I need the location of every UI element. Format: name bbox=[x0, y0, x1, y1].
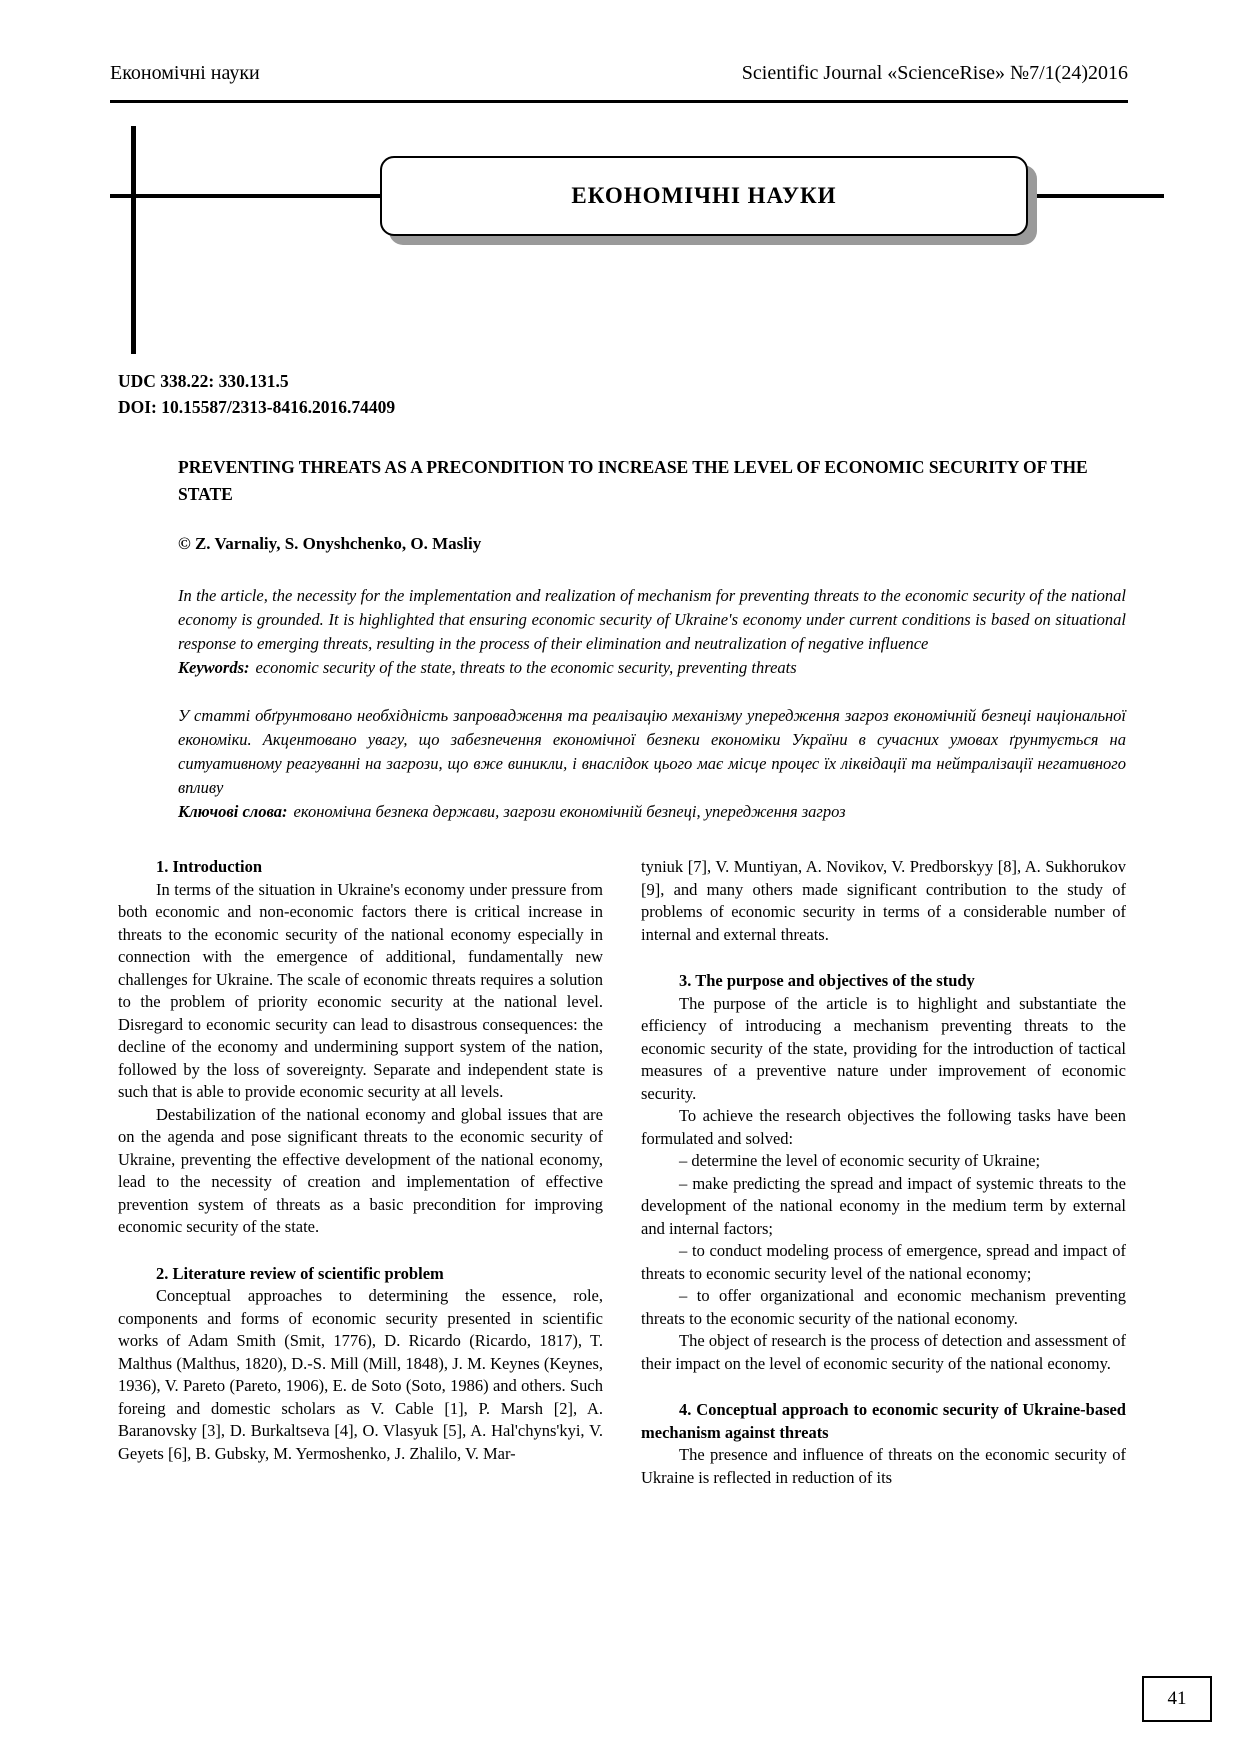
left-column bbox=[118, 856, 603, 1489]
decorative-line-left bbox=[110, 194, 382, 198]
paragraph-concept-1: The presence and influence of threats on the economic security of Ukraine is reflected in reduction of its bbox=[641, 1445, 1126, 1487]
keywords-ukrainian bbox=[178, 800, 1126, 824]
section-heading-literature-review: 2. Literature review of scientific problem bbox=[156, 1263, 444, 1283]
keywords-english bbox=[178, 656, 1126, 680]
keywords-uk-label: Ключові слова: bbox=[178, 802, 288, 821]
article-content bbox=[118, 368, 1126, 1489]
abstract-en-text: In the article, the necessity for the implementation and realization of mechanism for preventing threats to the economic security of the national economy is grounded. It is highlighted that ensuring economic security of Ukraine's economy under current conditions is based on situational response to emerging threats, resulting in the process of their elimination and neutralization of negative influence bbox=[178, 586, 1126, 653]
decorative-line-right bbox=[1026, 194, 1164, 198]
header-rule bbox=[110, 100, 1128, 103]
article-title: PREVENTING THREATS AS A PRECONDITION TO INCREASE THE LEVEL OF ECONOMIC SECURITY OF THE STATE bbox=[178, 457, 1088, 504]
abstract-uk-text: У статті обґрунтовано необхідність запровадження та реалізацію механізму упередження загроз економічній безпеці національної економіки. Акцентовано увагу, що забезпечення економічної безпеки економіки України в сучасних умовах ґрунтується на ситуативному реагуванні на загрози, що вже виникли, і внаслідок цього має місце процес їх ліквідації та нейтралізації негативного впливу bbox=[178, 706, 1126, 797]
keywords-en-text: economic security of the state, threats to the economic security, preventing threats bbox=[255, 658, 797, 677]
paragraph-intro-2: Destabilization of the national economy and global issues that are on the agenda and pose significant threats to the economic security of Ukraine, preventing the effective development of the national economy, lead to the necessity of creation and implementation of effective prevention system of threats as a basic precondition for improving economic security of the state. bbox=[118, 1104, 603, 1236]
keywords-uk-text: економічна безпека держави, загрози економічній безпеці, упередження загроз bbox=[293, 802, 846, 821]
paragraph-purpose-2: To achieve the research objectives the following tasks have been formulated and solved: bbox=[641, 1106, 1126, 1148]
article-authors: © Z. Varnaliy, S. Onyshchenko, O. Masliy bbox=[178, 534, 482, 553]
running-head-section: Економічні науки bbox=[110, 62, 260, 84]
page-number: 41 bbox=[1167, 1688, 1187, 1709]
paragraph-intro-1: In terms of the situation in Ukraine's economy under pressure from both economic and non-economic factors there is critical increase in threats to the economic security of the national economy especially in connection with the emergence of additional, fundamentally new challenges for Ukraine. The scale of economic threats requires a solution to the problem of priority economic security at the national level. Disregard to economic security can lead to disastrous consequences: the decline of the economy and undermining support system of the nation, followed by the loss of sovereignty. Separate and independent state is such that is able to provide economic security at all levels. bbox=[118, 879, 603, 1101]
paragraph-purpose-3: The object of research is the process of detection and assessment of their impact on the level of economic security of the national economy. bbox=[641, 1331, 1126, 1373]
right-column bbox=[641, 856, 1126, 1489]
banner-box bbox=[380, 156, 1028, 236]
body-columns bbox=[118, 856, 1126, 1489]
doi-line: DOI: 10.15587/2313-8416.2016.74409 bbox=[118, 397, 396, 417]
running-head bbox=[110, 62, 1128, 85]
section-heading-conceptual-approach: 4. Conceptual approach to economic security of Ukraine-based mechanism against threats bbox=[641, 1400, 1126, 1442]
decorative-vertical-line bbox=[131, 126, 136, 354]
task-item-1: – determine the level of economic security of Ukraine; bbox=[679, 1151, 1041, 1170]
section-heading-introduction: 1. Introduction bbox=[156, 857, 263, 876]
task-item-4: – to offer organizational and economic mechanism preventing threats to the economic security of the national economy. bbox=[641, 1286, 1126, 1328]
keywords-en-label: Keywords: bbox=[178, 658, 250, 677]
udc-line: UDC 338.22: 330.131.5 bbox=[118, 371, 289, 391]
section-heading-purpose: 3. The purpose and objectives of the study bbox=[679, 971, 975, 990]
task-item-2: – make predicting the spread and impact of systemic threats to the development of the national economy in the medium term by external and internal factors; bbox=[641, 1173, 1126, 1238]
page-number-box bbox=[1142, 1676, 1212, 1722]
section-banner bbox=[380, 156, 1028, 236]
banner-title: ЕКОНОМІЧНІ НАУКИ bbox=[571, 183, 837, 208]
running-head-journal: Scientific Journal «ScienceRise» №7/1(24)2016 bbox=[741, 62, 1128, 84]
abstract-english bbox=[178, 584, 1126, 680]
task-item-3: – to conduct modeling process of emergence, spread and impact of threats to economic security level of the national economy; bbox=[641, 1241, 1126, 1283]
paragraph-literature-1: Conceptual approaches to determining the essence, role, components and forms of economic security presented in scientific works of Adam Smith (Smit, 1776), D. Ricardo (Ricardo, 1817), T. Malthus (Malthus, 1820), D.-S. Mill (Mill, 1848), J. M. Keynes (Keynes, 1936), V. Pareto (Pareto, 1906), E. de Soto (Soto, 1986) and others. Such foreing and domestic scholars as V. Cable [1], P. Marsh [2], A. Baranovsky [3], D. Burkaltseva [4], O. Vlasyuk [5], A. Hal'chyns'kyi, V. Geyets [6], B. Gubsky, M. Yermoshenko, J. Zhalilo, V. Mar- bbox=[118, 1286, 603, 1463]
paragraph-literature-continued: tyniuk [7], V. Muntiyan, A. Novikov, V. Predborskyy [8], A. Sukhorukov [9], and many others made significant contribution to the study of problems of economic security in terms of a considerable number of internal and external threats. bbox=[641, 857, 1126, 944]
paragraph-purpose-1: The purpose of the article is to highlight and substantiate the efficiency of introducing a mechanism preventing threats to the economic security of the state, providing for the introduction of tactical measures of a preventive nature under improvement of economic security. bbox=[641, 993, 1126, 1103]
abstract-ukrainian bbox=[178, 704, 1126, 824]
